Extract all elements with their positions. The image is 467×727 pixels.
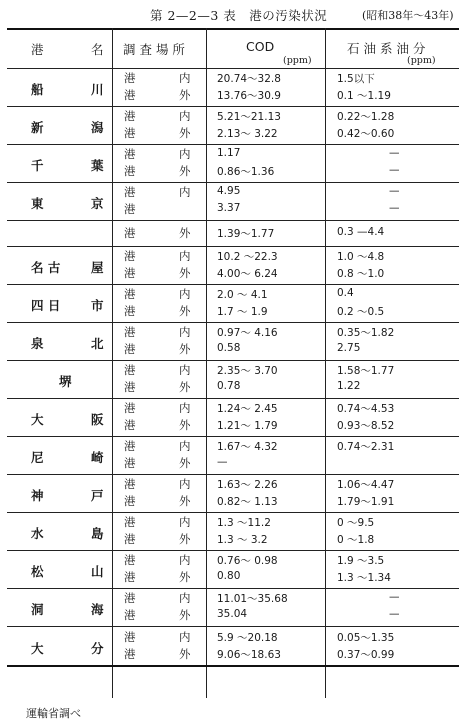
location-side: 内 bbox=[179, 477, 191, 491]
cod-value: 10.2 ～22.3 bbox=[217, 251, 278, 263]
location-port: 港 bbox=[124, 591, 136, 605]
header-bottom-border bbox=[7, 68, 459, 69]
cod-value: 5.21～21.13 bbox=[217, 111, 281, 123]
cod-value: 2.35～ 3.70 bbox=[217, 365, 278, 377]
cod-value: 0.86～1.36 bbox=[217, 166, 275, 178]
row-border bbox=[7, 436, 459, 437]
cod-value: 1.67～ 4.32 bbox=[217, 441, 278, 453]
row-border bbox=[7, 144, 459, 145]
port-name: 千 bbox=[31, 158, 44, 173]
location-side: 内 bbox=[179, 185, 191, 199]
port-name-suffix: 葉 bbox=[91, 158, 104, 173]
row-border bbox=[7, 284, 459, 285]
cod-value: 0.78 bbox=[217, 380, 241, 392]
cod-value: 1.3 ～11.2 bbox=[217, 517, 271, 529]
column-divider bbox=[112, 28, 113, 698]
table-title: 第 2—2—3 表 港の汚染状況 bbox=[150, 8, 328, 23]
location-side: 外 bbox=[179, 304, 191, 318]
header-port-b: 名 bbox=[91, 42, 104, 57]
header-oil-unit: (ppm) bbox=[407, 55, 436, 66]
row-border bbox=[7, 665, 459, 667]
row-border bbox=[7, 360, 459, 361]
row-border bbox=[7, 182, 459, 183]
cod-value: 13.76～30.9 bbox=[217, 90, 281, 102]
row-border bbox=[7, 246, 459, 247]
port-name: 大 bbox=[31, 412, 44, 427]
location-port: 港 bbox=[124, 570, 136, 584]
oil-value: 1.22 bbox=[337, 380, 361, 392]
oil-value: 0.74～4.53 bbox=[337, 403, 395, 415]
oil-value: 2.75 bbox=[337, 342, 361, 354]
oil-value: 1.06～4.47 bbox=[337, 479, 395, 491]
location-side: 外 bbox=[179, 266, 191, 280]
location-side: 内 bbox=[179, 553, 191, 567]
location-port: 港 bbox=[124, 249, 136, 263]
port-name: 水 bbox=[31, 526, 44, 541]
location-side: 外 bbox=[179, 418, 191, 432]
cod-value: 1.3 ～ 3.2 bbox=[217, 534, 268, 546]
cod-value: 0.58 bbox=[217, 342, 241, 354]
row-border bbox=[7, 322, 459, 323]
port-name: 尼 bbox=[31, 450, 44, 465]
location-side: 内 bbox=[179, 109, 191, 123]
row-border bbox=[7, 626, 459, 627]
header-cod-unit: (ppm) bbox=[283, 55, 312, 66]
location-port: 港 bbox=[124, 553, 136, 567]
cod-value: 0.82～ 1.13 bbox=[217, 496, 278, 508]
location-side: 外 bbox=[179, 456, 191, 470]
pollution-table bbox=[7, 28, 459, 698]
oil-value: 0.42～0.60 bbox=[337, 128, 395, 140]
location-side: 内 bbox=[179, 630, 191, 644]
location-port: 港 bbox=[124, 456, 136, 470]
cod-value: 1.24～ 2.45 bbox=[217, 403, 278, 415]
port-name-suffix: 市 bbox=[91, 298, 104, 313]
oil-value: 0.3 —4.4 bbox=[337, 226, 385, 238]
port-name-suffix: 京 bbox=[91, 196, 104, 211]
cod-value: 0.76～ 0.98 bbox=[217, 555, 278, 567]
location-side: 外 bbox=[179, 532, 191, 546]
port-name-suffix: 戸 bbox=[91, 488, 104, 503]
location-port: 港 bbox=[124, 304, 136, 318]
cod-value: 2.0 ～ 4.1 bbox=[217, 289, 268, 301]
location-port: 港 bbox=[124, 418, 136, 432]
location-port: 港 bbox=[124, 71, 136, 85]
location-port: 港 bbox=[124, 287, 136, 301]
location-port: 港 bbox=[124, 494, 136, 508]
port-name-suffix: 川 bbox=[91, 82, 104, 97]
port-name: 船 bbox=[31, 82, 44, 97]
location-port: 港 bbox=[124, 380, 136, 394]
cod-value: 4.95 bbox=[217, 185, 241, 197]
port-name-suffix: 海 bbox=[91, 602, 104, 617]
period-label: (昭和38年～43年) bbox=[362, 9, 454, 22]
port-name: 名 古 bbox=[31, 260, 61, 275]
port-name: 松 bbox=[31, 564, 44, 579]
location-side: 外 bbox=[179, 647, 191, 661]
cod-value: 35.04 bbox=[217, 608, 248, 620]
location-side: 外 bbox=[179, 88, 191, 102]
cod-value: 1.21～ 1.79 bbox=[217, 420, 278, 432]
oil-value: 1.9 ～3.5 bbox=[337, 555, 385, 567]
location-side: 内 bbox=[179, 363, 191, 377]
source-note: 運輸省調べ bbox=[26, 707, 81, 720]
port-name: 堺 bbox=[59, 374, 72, 389]
oil-value: 0.1 ～1.19 bbox=[337, 90, 391, 102]
oil-value: 0.8 ～1.0 bbox=[337, 268, 385, 280]
cod-value: 20.74～32.8 bbox=[217, 73, 281, 85]
cod-value: 0.80 bbox=[217, 570, 241, 582]
cod-value: 5.9 ～20.18 bbox=[217, 632, 278, 644]
cod-value: 1.17 bbox=[217, 147, 241, 159]
oil-value: — bbox=[389, 608, 400, 620]
location-side: 内 bbox=[179, 147, 191, 161]
oil-value: 0.05～1.35 bbox=[337, 632, 395, 644]
location-port: 港 bbox=[124, 630, 136, 644]
location-side: 内 bbox=[179, 249, 191, 263]
oil-value: 0.93～8.52 bbox=[337, 420, 395, 432]
oil-value: 0.4 bbox=[337, 287, 354, 299]
row-border bbox=[7, 550, 459, 551]
port-name: 新 bbox=[31, 120, 44, 135]
location-port: 港 bbox=[124, 202, 136, 216]
port-name: 大 bbox=[31, 641, 44, 656]
location-side: 内 bbox=[179, 401, 191, 415]
oil-value: 0 ～1.8 bbox=[337, 534, 375, 546]
location-port: 港 bbox=[124, 647, 136, 661]
location-port: 港 bbox=[124, 185, 136, 199]
oil-value: 0.37～0.99 bbox=[337, 649, 395, 661]
location-port: 港 bbox=[124, 164, 136, 178]
cod-value: 0.97～ 4.16 bbox=[217, 327, 278, 339]
location-side: 外 bbox=[179, 380, 191, 394]
oil-value: 1.3 ～1.34 bbox=[337, 572, 391, 584]
location-side: 内 bbox=[179, 287, 191, 301]
row-border bbox=[7, 512, 459, 513]
location-side: 外 bbox=[179, 494, 191, 508]
header-port-a: 港 bbox=[31, 42, 44, 57]
port-name-suffix: 北 bbox=[91, 336, 104, 351]
oil-value: — bbox=[389, 164, 400, 176]
port-name: 泉 bbox=[31, 336, 44, 351]
port-name: 東 bbox=[31, 196, 44, 211]
cod-value: 4.00～ 6.24 bbox=[217, 268, 278, 280]
location-port: 港 bbox=[124, 226, 136, 240]
location-side: 外 bbox=[179, 608, 191, 622]
oil-value: 1.5以下 bbox=[337, 73, 375, 85]
cod-value: 1.39～1.77 bbox=[217, 228, 275, 240]
location-port: 港 bbox=[124, 325, 136, 339]
port-name-suffix: 潟 bbox=[91, 120, 104, 135]
oil-value: 0.74～2.31 bbox=[337, 441, 395, 453]
column-divider bbox=[325, 28, 326, 698]
port-name-suffix: 屋 bbox=[91, 260, 104, 275]
location-side: 内 bbox=[179, 325, 191, 339]
location-port: 港 bbox=[124, 266, 136, 280]
location-port: 港 bbox=[124, 363, 136, 377]
location-port: 港 bbox=[124, 342, 136, 356]
cod-value: 1.7 ～ 1.9 bbox=[217, 306, 268, 318]
oil-value: 0.2 ～0.5 bbox=[337, 306, 385, 318]
table-top-border bbox=[7, 28, 459, 30]
cod-value: 9.06～18.63 bbox=[217, 649, 281, 661]
row-border bbox=[7, 220, 459, 221]
location-side: 内 bbox=[179, 591, 191, 605]
location-side: 内 bbox=[179, 515, 191, 529]
cod-value: — bbox=[217, 456, 228, 468]
location-port: 港 bbox=[124, 477, 136, 491]
port-name-suffix: 島 bbox=[91, 526, 104, 541]
row-border bbox=[7, 106, 459, 107]
location-side: 外 bbox=[179, 226, 191, 240]
oil-value: 0.22～1.28 bbox=[337, 111, 395, 123]
oil-value: — bbox=[389, 185, 400, 197]
port-name: 四 日 bbox=[31, 298, 61, 313]
oil-value: 0 ～9.5 bbox=[337, 517, 375, 529]
location-port: 港 bbox=[124, 88, 136, 102]
location-port: 港 bbox=[124, 532, 136, 546]
cod-value: 1.63～ 2.26 bbox=[217, 479, 278, 491]
header-cod: COD bbox=[246, 39, 275, 54]
location-port: 港 bbox=[124, 515, 136, 529]
header-oil: 石 油 系 油 分 bbox=[347, 41, 426, 56]
cod-value: 11.01～35.68 bbox=[217, 593, 288, 605]
location-side: 内 bbox=[179, 439, 191, 453]
port-name: 洞 bbox=[31, 602, 44, 617]
location-port: 港 bbox=[124, 147, 136, 161]
row-border bbox=[7, 588, 459, 589]
location-port: 港 bbox=[124, 608, 136, 622]
column-divider bbox=[206, 28, 207, 698]
row-border bbox=[7, 474, 459, 475]
location-side: 内 bbox=[179, 71, 191, 85]
port-name-suffix: 崎 bbox=[91, 450, 104, 465]
location-side: 外 bbox=[179, 570, 191, 584]
oil-value: 1.58～1.77 bbox=[337, 365, 395, 377]
header-location: 調 査 場 所 bbox=[123, 42, 185, 57]
port-name-suffix: 阪 bbox=[91, 412, 104, 427]
location-side: 外 bbox=[179, 342, 191, 356]
cod-value: 2.13～ 3.22 bbox=[217, 128, 278, 140]
oil-value: — bbox=[389, 202, 400, 214]
oil-value: 1.0 ～4.8 bbox=[337, 251, 385, 263]
cod-value: 3.37 bbox=[217, 202, 241, 214]
oil-value: 0.35～1.82 bbox=[337, 327, 395, 339]
location-side: 外 bbox=[179, 126, 191, 140]
port-name-suffix: 分 bbox=[91, 641, 104, 656]
location-port: 港 bbox=[124, 109, 136, 123]
row-border bbox=[7, 398, 459, 399]
location-port: 港 bbox=[124, 126, 136, 140]
port-name-suffix: 山 bbox=[91, 564, 104, 579]
location-port: 港 bbox=[124, 401, 136, 415]
location-port: 港 bbox=[124, 439, 136, 453]
oil-value: — bbox=[389, 591, 400, 603]
location-side: 外 bbox=[179, 164, 191, 178]
oil-value: 1.79～1.91 bbox=[337, 496, 395, 508]
oil-value: — bbox=[389, 147, 400, 159]
port-name: 神 bbox=[31, 488, 44, 503]
